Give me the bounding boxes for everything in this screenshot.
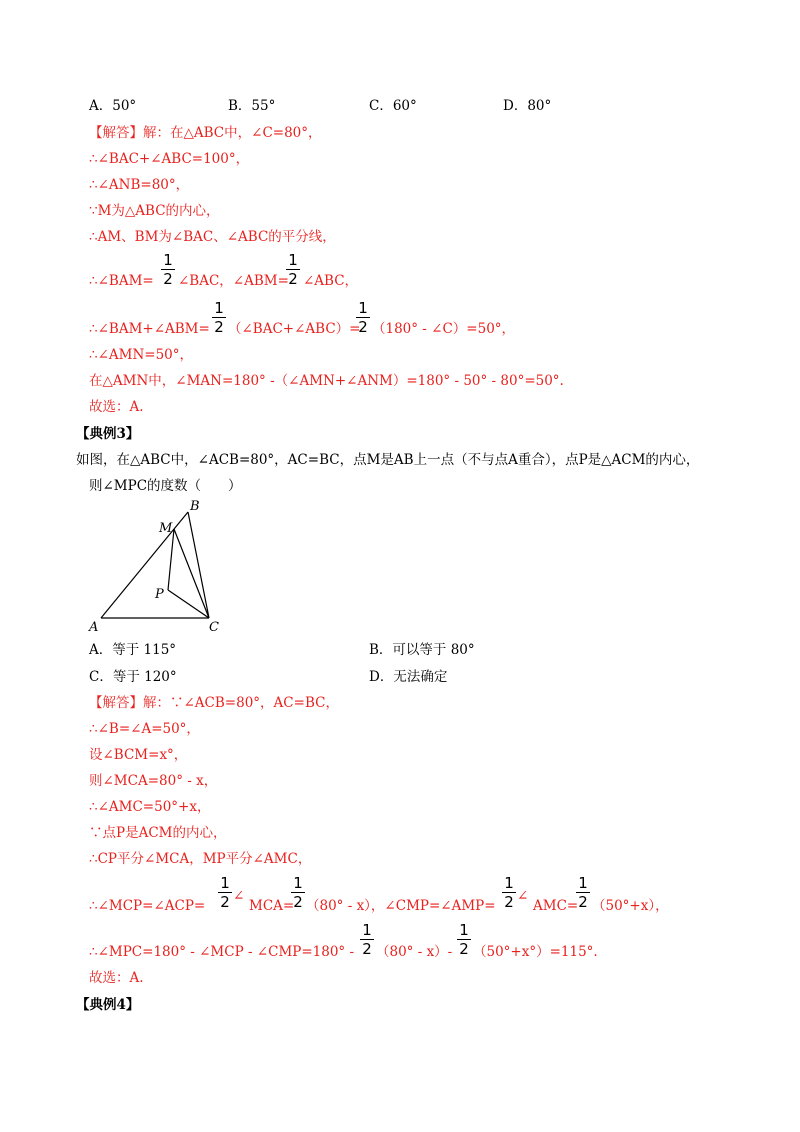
q4-heading: 【典例4】: [76, 997, 140, 1013]
fraction-half: 1 2: [286, 252, 300, 287]
label-p: P: [155, 587, 164, 602]
segment-mp: [168, 529, 174, 590]
q3-solution-line-9c: （50°+x°）=115°.: [473, 944, 598, 960]
fraction-half: 1 2: [457, 922, 471, 957]
fraction-half: 1 2: [161, 252, 175, 287]
q3-solution-line-9a: ∴∠MPC=180° - ∠MCP - ∠CMP=180° -: [89, 944, 355, 960]
q3-solution-line-10: 故选：A.: [89, 970, 144, 986]
fraction-half: 1 2: [291, 875, 305, 910]
label-c: C: [209, 620, 219, 635]
fraction-half: 1 2: [218, 875, 232, 910]
q3-stem-line-1: 如图，在△ABC中，∠ACB=80°，AC=BC，点M是AB上一点（不与点A重合），点P是△ACM的内心，: [76, 452, 700, 468]
q3-solution-line-8-angle: ∠: [233, 888, 245, 904]
segment-bc: [188, 512, 209, 618]
label-m: M: [159, 521, 173, 536]
q2-solution-line-9: 在△AMN中，∠MAN=180° -（∠AMN+∠ANM）=180° - 50° - 80°=50°.: [89, 373, 564, 389]
q2-solution-line-10: 故选：A.: [89, 399, 144, 415]
q2-solution-line-8: ∴∠AMN=50°，: [89, 347, 194, 363]
q3-solution-line-8d: AMC=: [533, 898, 579, 914]
q3-solution-line-8a: ∴∠MCP=∠ACP=: [89, 898, 206, 914]
q3-solution-line-4: 则∠MCA=80° - x，: [89, 773, 218, 789]
q3-solution-line-3: 设∠BCM=x°，: [89, 747, 188, 763]
label-b: B: [190, 499, 200, 514]
q3-solution-line-8b: MCA=: [249, 898, 295, 914]
q3-solution-line-5: ∴∠AMC=50°+x，: [89, 799, 211, 815]
segment-ab: [101, 512, 188, 618]
fraction-half: 1 2: [502, 875, 516, 910]
q3-option-b: B．可以等于 80°: [369, 642, 475, 658]
q3-solution-line-8c: （80° - x），∠CMP=∠AMP=: [306, 898, 496, 914]
q3-solution-line-9b: （80° - x）-: [376, 944, 453, 960]
fraction-half: 1 2: [360, 922, 374, 957]
q3-option-d: D．无法确定: [369, 669, 448, 685]
q3-stem-line-2: 则∠MPC的度数（ ）: [89, 478, 242, 494]
fraction-half: 1 2: [576, 875, 590, 910]
q3-solution-line-6: ∵点P是ACM的内心，: [89, 825, 227, 841]
q2-solution-line-2: ∴∠BAC+∠ABC=100°，: [89, 151, 250, 167]
q2-option-d: D．80°: [503, 98, 552, 114]
q3-option-c: C．等于 120°: [89, 669, 177, 685]
label-a: A: [89, 620, 99, 635]
q2-solution-line-6a: ∴∠BAM=: [89, 273, 154, 289]
q3-solution-line-2: ∴∠B=∠A=50°，: [89, 721, 200, 737]
q3-solution-line-8-angle-2: ∠: [517, 888, 529, 904]
fraction-half: 1 2: [356, 300, 370, 335]
q2-option-b: B．55°: [228, 98, 276, 114]
fraction-half: 1 2: [212, 300, 226, 335]
q2-solution-line-7c: （180° - ∠C）=50°，: [372, 321, 516, 337]
q2-option-a: A．50°: [89, 98, 137, 114]
q3-option-a: A．等于 115°: [89, 642, 177, 658]
q2-solution-line-4: ∵M为△ABC的内心，: [89, 203, 220, 219]
q2-solution-line-7a: ∴∠BAM+∠ABM=: [89, 321, 210, 337]
q3-solution-line-7: ∴CP平分∠MCA，MP平分∠AMC，: [89, 851, 312, 867]
q2-solution-line-6c: ∠ABC，: [303, 273, 359, 289]
q2-solution-line-1: 【解答】解：在△ABC中，∠C=80°，: [89, 125, 322, 141]
q3-solution-line-8e: （50°+x），: [592, 898, 669, 914]
q2-solution-line-5: ∴AM、BM为∠BAC、∠ABC的平分线，: [89, 229, 336, 245]
segment-mc: [174, 529, 209, 618]
q3-heading: 【典例3】: [76, 426, 140, 442]
triangle-figure: [85, 495, 235, 635]
q2-solution-line-6b: ∠BAC，∠ABM=: [178, 273, 289, 289]
q2-option-c: C．60°: [369, 98, 417, 114]
q2-solution-line-7b: （∠BAC+∠ABC）=: [228, 321, 361, 337]
q3-solution-line-1: 【解答】解：∵∠ACB=80°，AC=BC，: [89, 695, 339, 711]
q2-solution-line-3: ∴∠ANB=80°，: [89, 177, 190, 193]
